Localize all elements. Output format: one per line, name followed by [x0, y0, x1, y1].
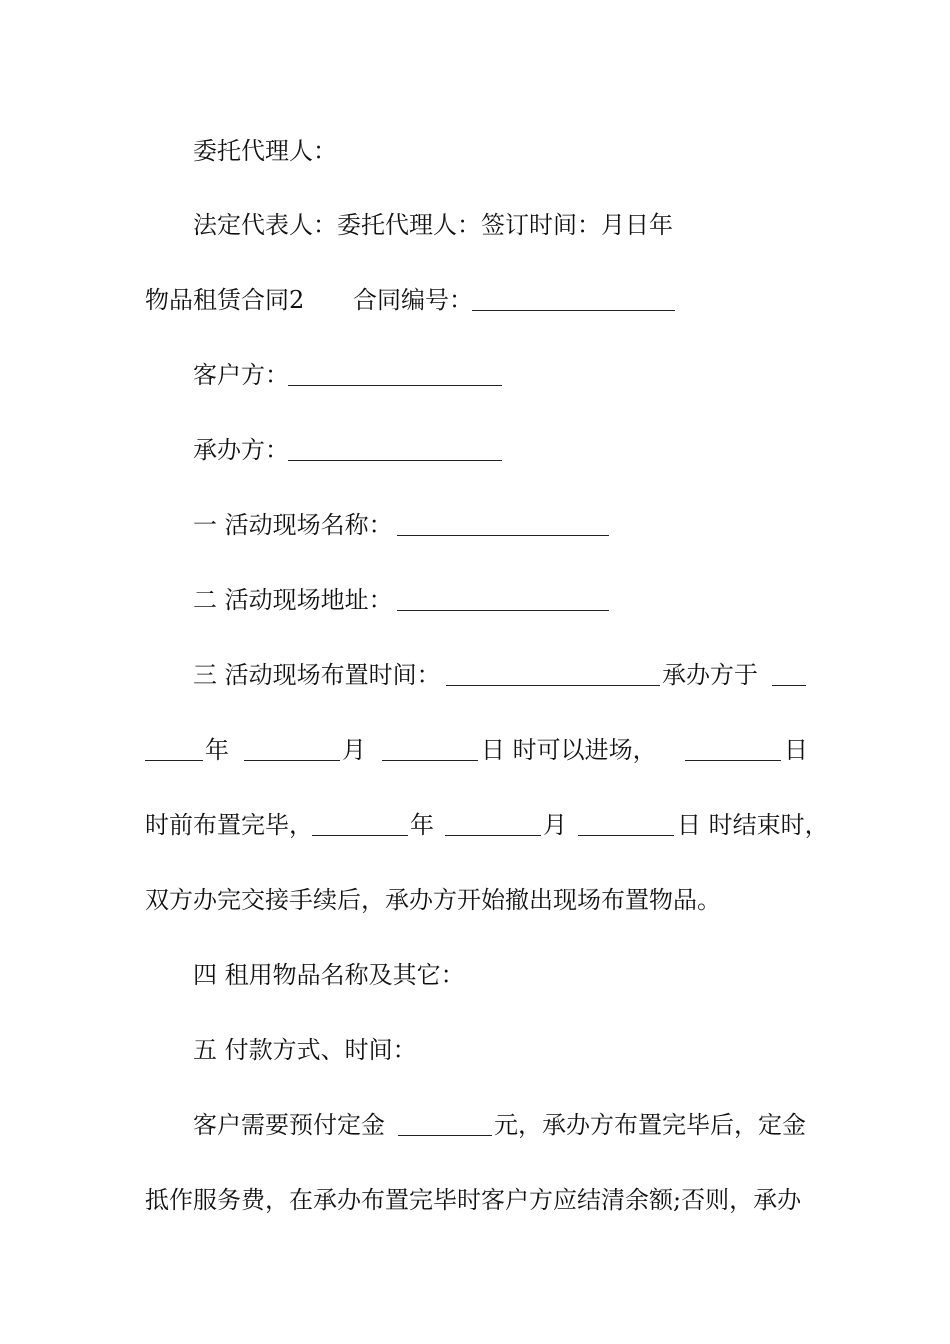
venue-name-label: 一 活动现场名称：	[193, 511, 393, 539]
customer-blank	[288, 385, 502, 386]
line-handover	[0, 883, 950, 917]
end-day-blank	[578, 835, 674, 836]
line-deposit	[0, 1108, 950, 1142]
line-title	[0, 283, 950, 317]
end-year-blank	[312, 835, 408, 836]
line-contractor	[0, 433, 950, 467]
entry-day-text: 日 时可以进场，	[481, 736, 657, 764]
entry-month-blank	[244, 760, 340, 761]
end-year-text: 年	[410, 811, 434, 839]
contractor-label: 承办方：	[193, 436, 289, 464]
venue-name-blank	[397, 535, 609, 536]
venue-address-label: 二 活动现场地址：	[193, 586, 393, 614]
end-day-text: 日 时结束时，	[677, 811, 829, 839]
end-month-blank	[445, 835, 541, 836]
deposit-text: 客户需要预付定金	[193, 1111, 385, 1139]
line-payment	[0, 1033, 950, 1067]
setup-time-label: 三 活动现场布置时间：	[193, 661, 441, 689]
agent-label: 委托代理人：	[193, 137, 337, 165]
contractor-at-text: 承办方于	[662, 661, 758, 689]
items-heading: 四 租用物品名称及其它：	[193, 961, 465, 989]
entry-day-blank	[382, 760, 478, 761]
handover-text: 双方办完交接手续后，承办方开始撤出现场布置物品。	[145, 886, 721, 914]
line-agent	[0, 134, 950, 168]
line-venue-address	[0, 583, 950, 617]
contractor-blank	[288, 460, 502, 461]
service-fee-text: 抵作服务费，在承办布置完毕时客户方应结清余额;否则，承办	[145, 1186, 802, 1214]
finish-day-text: 日	[784, 736, 808, 764]
entry-month-text: 月	[342, 736, 366, 764]
contract-title: 物品租赁合同2	[145, 286, 305, 314]
line-items	[0, 958, 950, 992]
contract-no-blank	[472, 310, 675, 311]
line-finish-date	[0, 808, 950, 842]
customer-label: 客户方：	[193, 361, 289, 389]
deposit-amount-blank	[398, 1135, 492, 1136]
venue-address-blank	[397, 610, 609, 611]
line-entry-date	[0, 733, 950, 767]
entry-year-text: 年	[205, 736, 229, 764]
line-setup-time	[0, 658, 950, 692]
line-service-fee	[0, 1183, 950, 1217]
line-customer	[0, 358, 950, 392]
contract-no-label: 合同编号：	[353, 286, 473, 314]
signing-text: 法定代表人：委托代理人：签订时间：月日年	[193, 211, 673, 239]
setup-time-blank	[446, 685, 660, 686]
deposit-rest-text: 元，承办方布置完毕后，定金	[494, 1111, 806, 1139]
entry-year-blank	[145, 760, 203, 761]
end-month-text: 月	[543, 811, 567, 839]
payment-heading: 五 付款方式、时间：	[193, 1036, 417, 1064]
line-venue-name	[0, 508, 950, 542]
line-signing	[0, 208, 950, 242]
setup-year-blank-start	[772, 685, 806, 686]
finish-text: 时前布置完毕，	[145, 811, 313, 839]
finish-day-blank	[685, 760, 781, 761]
